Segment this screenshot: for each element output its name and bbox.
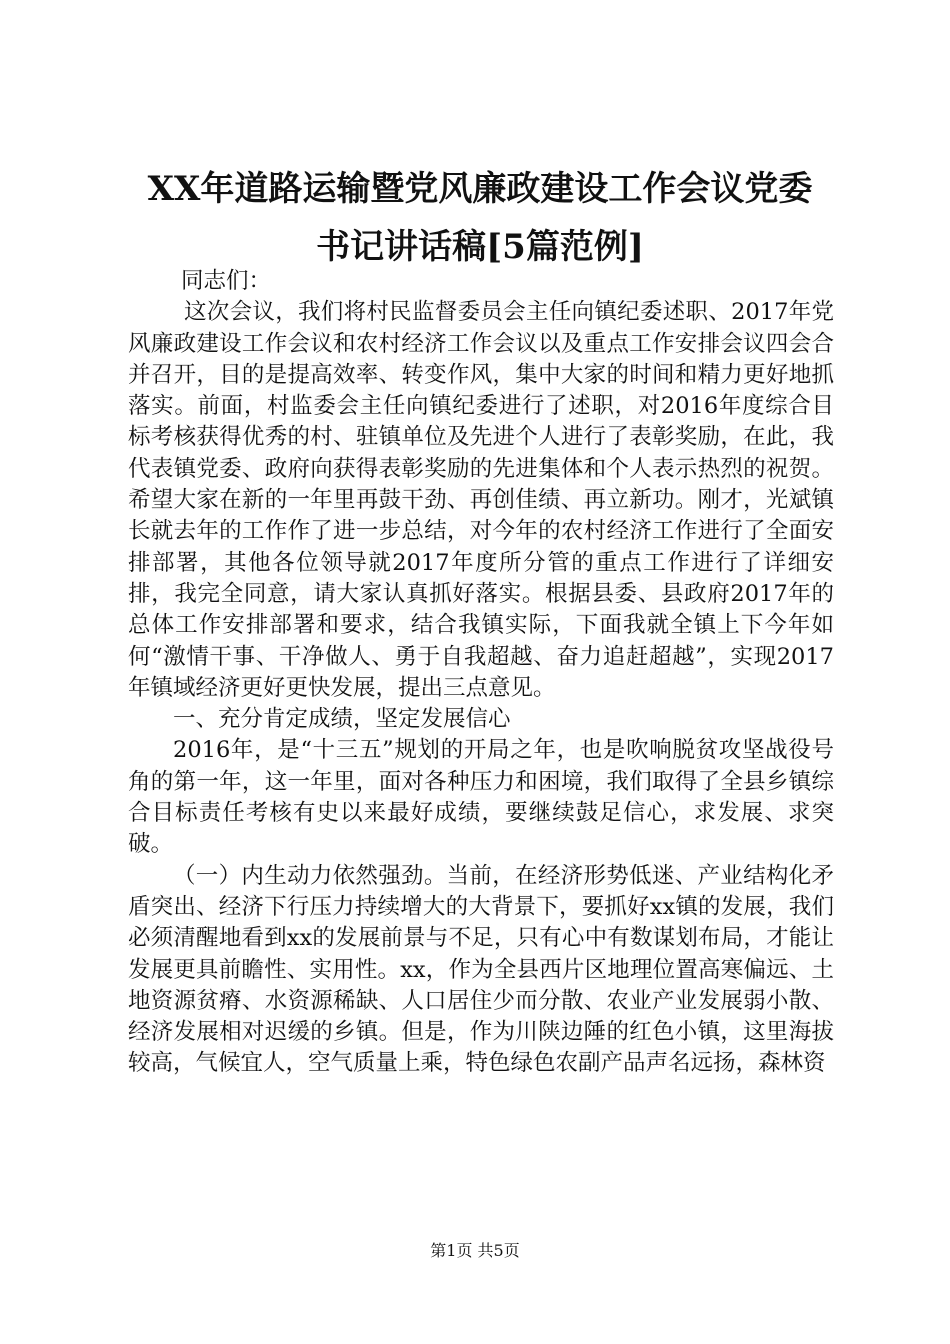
paragraph: 这次会议，我们将村民监督委员会主任向镇纪委述职、2017年党风廉政建设工作会议和农村经济工作会议以及重点工作安排会议四会合并召开，目的是提高效率、转变作风，集中大家的时间和精力更好地抓落实。前面，村监委会主任向镇纪委进行了述职，对2016年度综合目标考核获得优秀的村、驻镇单位及先进个人进行了表彰奖励，在此，我代表镇党委、政府向获得表彰奖励的先进集体和个人表示热烈的祝贺。希望大家在新的一年里再鼓干劲、再创佳绩、再立新功。刚才，光斌镇长就去年的工作作了进一步总结，对今年的农村经济工作进行了全面安排部署，其他各位领导就2017年度所分管的重点工作进行了详细安排，我完全同意，请大家认真抓好落实。根据县委、县政府2017年的总体工作安排部署和要求，结合我镇实际，下面我就全镇上下今年如何“激情干事、干净做人、勇于自我超越、奋力追赶超越”，实现2017年镇域经济更好更快发展，提出三点意见。	[128, 299, 834, 701]
section-heading: 一、充分肯定成绩，坚定发展信心	[173, 706, 511, 733]
paragraph: 2016年，是“十三五”规划的开局之年，也是吹响脱贫攻坚战役号角的第一年，这一年里，面对各种压力和困境，我们取得了全县乡镇综合目标责任考核有史以来最好成绩，要继续鼓足信心，求发展、求突破。	[128, 737, 834, 858]
document-body	[128, 266, 834, 1080]
title-line-1: XX年道路运输暨党风廉政建设工作会议党委	[147, 169, 813, 209]
title-line-2: 书记讲话稿[5篇范例]	[316, 227, 644, 267]
page-footer: 第1页 共5页	[430, 1241, 520, 1260]
paragraph: （一）内生动力依然强劲。当前，在经济形势低迷、产业结构化矛盾突出、经济下行压力持续增大的大背景下，要抓好xx镇的发展，我们必须清醒地看到xx的发展前景与不足，只有心中有数谋划布局，才能让发展更具前瞻性、实用性。xx，作为全县西片区地理位置高寒偏远、土地资源贫瘠、水资源稀缺、人口居住少而分散、农业产业发展弱小散、经济发展相对迟缓的乡镇。但是，作为川陕边陲的红色小镇，这里海拔较高，气候宜人，空气质量上乘，特色绿色农副产品声名远扬，森林资	[128, 862, 834, 1077]
document-title	[100, 160, 860, 276]
greeting: 同志们：	[181, 268, 272, 294]
